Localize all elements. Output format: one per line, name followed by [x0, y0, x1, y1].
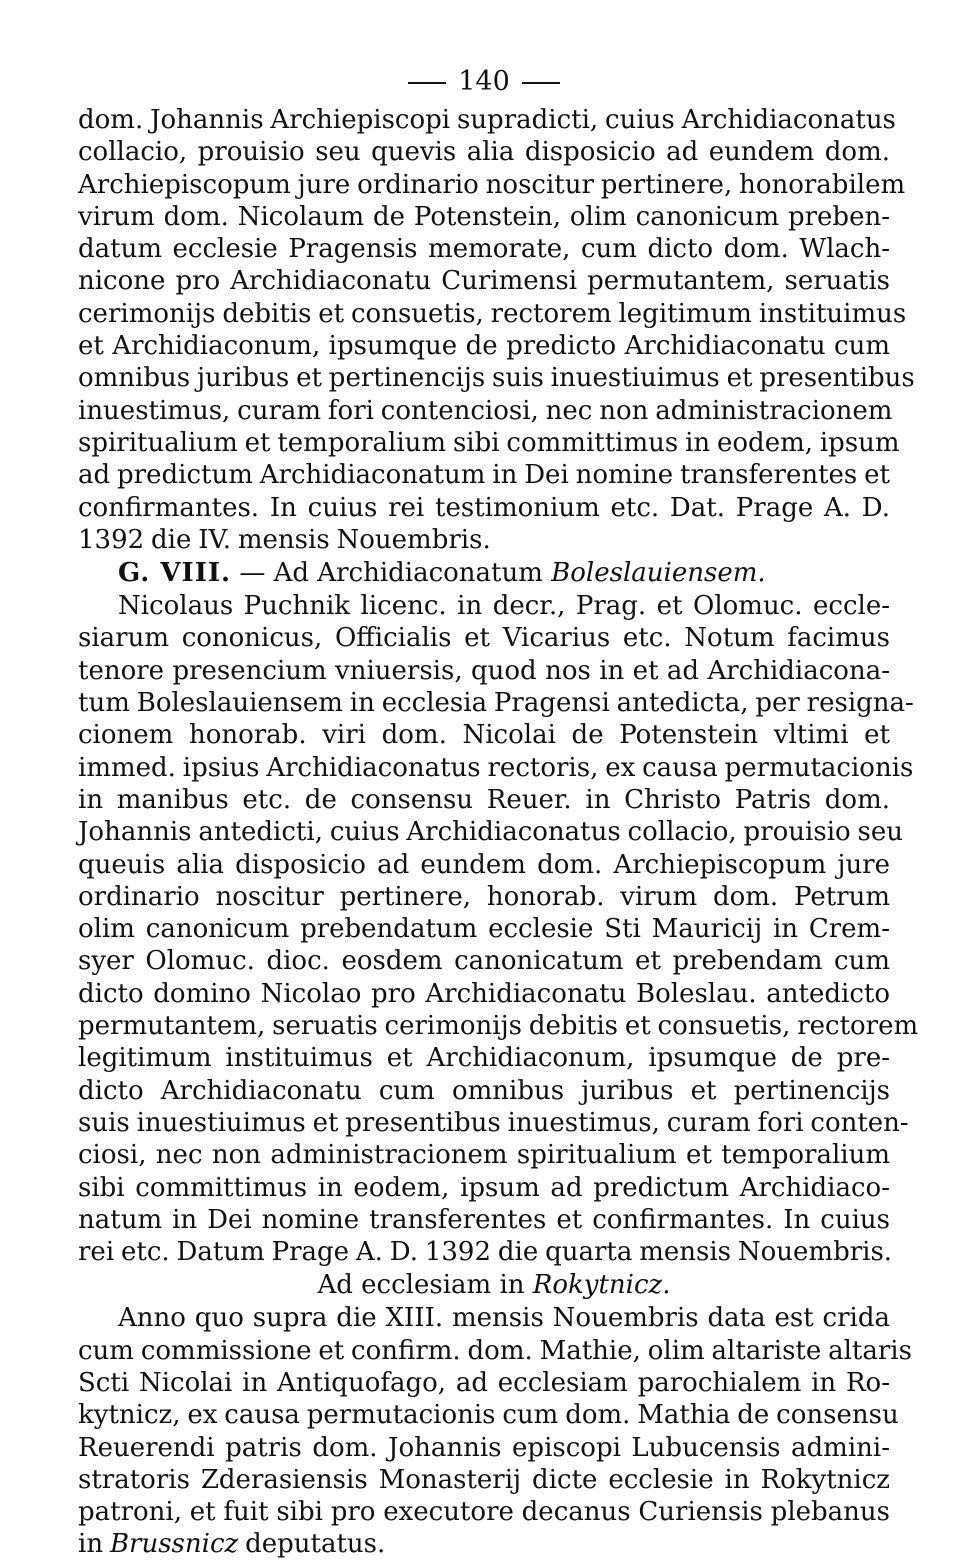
text-line: syer Olomuc. dioc. eosdem canonicatum et prebendam cum — [78, 946, 890, 977]
section-title-italic: Boleslauiensem. — [551, 558, 766, 589]
text-line: tenore presencium vniuersis, quod nos in et ad Archidiacona- — [78, 655, 890, 686]
text-line: et Archidiaconum, ipsumque de predicto Archidiaconatu cum — [78, 331, 890, 362]
page-number-left-dash — [408, 82, 446, 84]
text-line — [78, 1528, 890, 1560]
text-line: kytnicz, ex causa permutacionis cum dom. Mathia de consensu — [78, 1400, 899, 1431]
text-line: datum ecclesie Pragensis memorate, cum dicto dom. Wlach- — [78, 234, 890, 265]
text-line: spiritualium et temporalium sibi committimus in eodem, ipsum — [78, 427, 900, 458]
text-line: cerimonijs debitis et consuetis, rectorem legitimum instituimus — [78, 298, 907, 329]
text-line: sibi committimus in eodem, ipsum ad predictum Archidiaco- — [78, 1172, 890, 1203]
text-line: cum commissione et confirm. dom. Mathie, olim altariste altaris — [78, 1335, 912, 1366]
text-line: nicone pro Archidiaconatu Curimensi permutantem, seruatis — [78, 266, 890, 297]
page-number-right-dash — [522, 82, 560, 84]
subheading-rokytnicz — [78, 1268, 890, 1302]
text-line: collacio, prouisio seu quevis alia disposicio ad eundem dom. — [78, 137, 890, 168]
text-line: dom. Johannis Archiepiscopi supradicti, cuius Archidiaconatus — [78, 105, 896, 135]
section-title-text: — Ad Archidiaconatum — [239, 558, 552, 589]
text-line: Scti Nicolai in Antiquofago, ad ecclesiam parochialem in Ro- — [78, 1367, 890, 1398]
text-line: natum in Dei nomine transferentes et confirmantes. In cuius — [78, 1204, 890, 1235]
section-heading-g-viii — [78, 556, 890, 590]
text-line: dicto domino Nicolao pro Archidiaconatu Boleslau. antedicto — [78, 978, 890, 1009]
subheading-text: Ad ecclesiam in — [317, 1270, 533, 1301]
text-line: Archiepiscopum jure ordinario noscitur pertinere, honorabilem — [78, 169, 906, 200]
text-line: ordinario noscitur pertinere, honorab. virum dom. Petrum — [78, 881, 890, 912]
text-line: cionem honorab. viri dom. Nicolai de Potenstein vltimi et — [78, 720, 890, 751]
text-line: virum dom. Nicolaum de Potenstein, olim canonicum preben- — [78, 201, 890, 232]
place-name-italic: Brussnicz — [109, 1529, 239, 1560]
text-line: queuis alia disposicio ad eundem dom. Archiepiscopum jure — [78, 849, 890, 880]
paragraph-archidiaconatus-boleslauiensis — [78, 590, 919, 1268]
text-line: Johannis antedicti, cuius Archidiaconatus collacio, prouisio seu — [78, 817, 903, 848]
text-line: in manibus etc. de consensu Reuer. in Christo Patris dom. — [78, 784, 890, 815]
document-page — [78, 62, 919, 1561]
text-line: inuestimus, curam fori contenciosi, nec non administracionem — [78, 395, 893, 426]
text-line: immed. ipsius Archidiaconatus rectoris, ex causa permutacionis — [78, 752, 914, 783]
text-line: rei etc. Datum Prage A. D. 1392 die quarta mensis Nouembris. — [78, 1237, 893, 1268]
text-line: dicto Archidiaconatu cum omnibus juribus et pertinencijs — [78, 1075, 890, 1106]
text-line: Nicolaus Puchnik licenc. in decr., Prag. et Olomuc. eccle- — [118, 591, 890, 622]
paragraph-ecclesia-rokytnicz — [78, 1302, 912, 1560]
text-line: permutantem, seruatis cerimonijs debitis et consuetis, rectorem — [78, 1011, 919, 1042]
text-line-end: deputatus. — [238, 1529, 386, 1560]
page-number — [78, 62, 890, 102]
paragraph-archidiaconatus-curimensis — [78, 104, 915, 556]
subheading-italic: Rokytnicz. — [532, 1270, 671, 1301]
text-line: legitimum instituimus et Archidiaconum, ipsumque de pre- — [78, 1043, 890, 1074]
text-line: 1392 die IV. mensis Nouembris. — [78, 524, 491, 555]
text-line: omnibus juribus et pertinencijs suis inuestiuimus et presentibus — [78, 363, 915, 394]
text-line: suis inuestiuimus et presentibus inuestimus, curam fori conten- — [78, 1107, 909, 1138]
text-line: tum Boleslauiensem in ecclesia Pragensi antedicta, per resigna- — [78, 688, 914, 719]
text-line: Anno quo supra die XIII. mensis Nouembris data est crida — [118, 1303, 890, 1334]
text-line: siarum cononicus, Officialis et Vicarius etc. Notum facimus — [78, 623, 890, 654]
text-line: ciosi, nec non administracionem spiritualium et temporalium — [78, 1140, 890, 1171]
text-line-start: in — [78, 1529, 110, 1560]
text-line: patroni, et fuit sibi pro executore decanus Curiensis plebanus — [78, 1497, 890, 1528]
page-number-value: 140 — [458, 66, 510, 97]
section-label: G. VIII. — [118, 558, 232, 589]
text-line: confirmantes. In cuius rei testimonium etc. Dat. Prage A. D. — [78, 492, 890, 523]
text-line: olim canonicum prebendatum ecclesie Sti Mauricij in Crem- — [78, 914, 890, 945]
text-line: stratoris Zderasiensis Monasterij dicte ecclesie in Rokytnicz — [78, 1464, 890, 1495]
text-line: ad predictum Archidiaconatum in Dei nomine transferentes et — [78, 460, 890, 491]
text-line: Reuerendi patris dom. Johannis episcopi Lubucensis admini- — [78, 1432, 890, 1463]
